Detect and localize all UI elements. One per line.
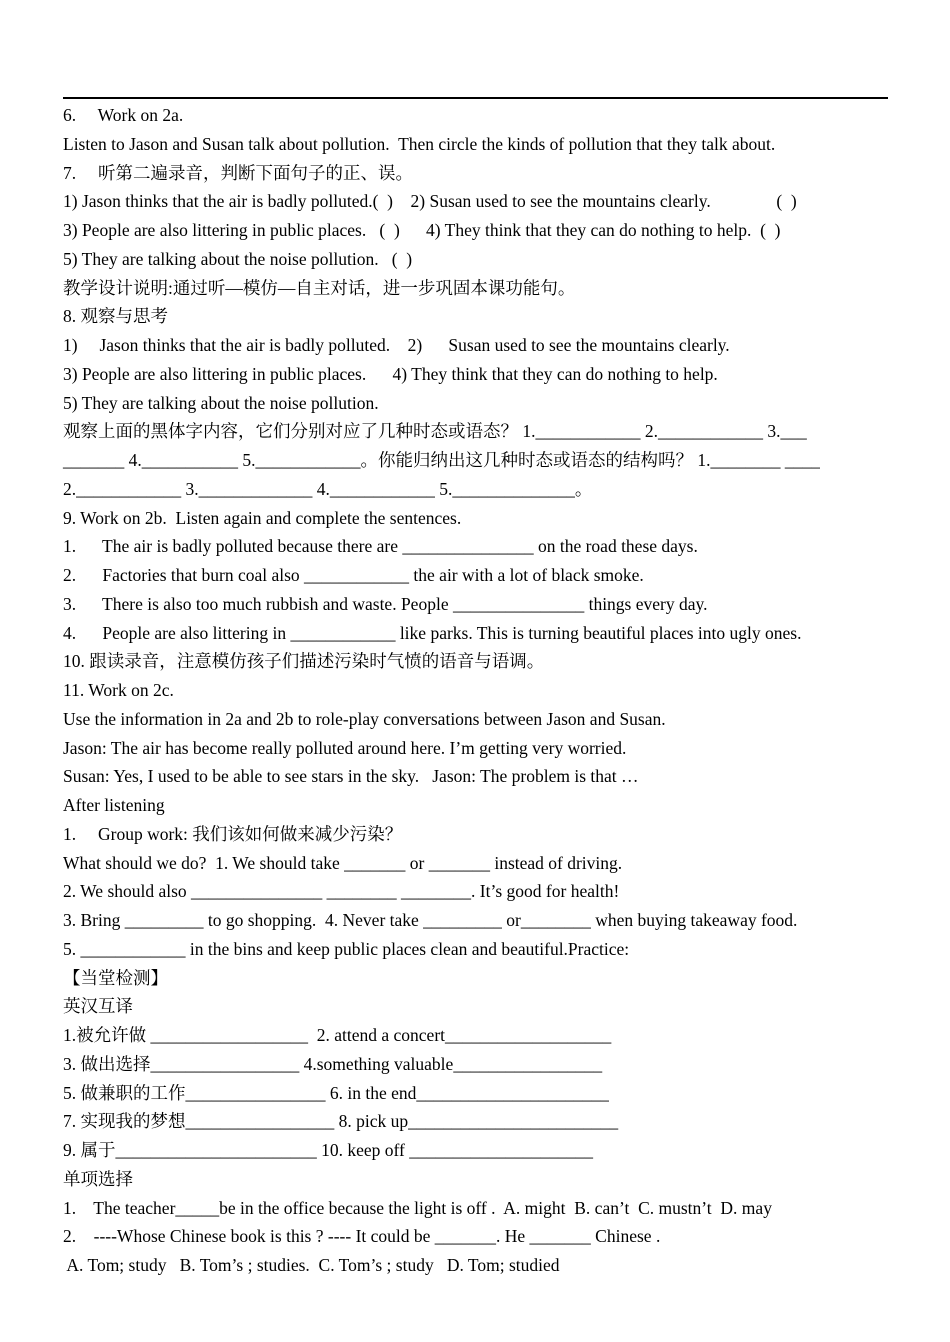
- text-line: 9. 属于_______________________ 10. keep off _____________________: [63, 1140, 593, 1160]
- text-line: 2. Factories that burn coal also ____________ the air with a lot of black smoke.: [63, 565, 644, 585]
- text-line: 教学设计说明:通过听—模仿—自主对话，进一步巩固本课功能句。: [63, 277, 576, 298]
- text-line: Listen to Jason and Susan talk about pollution. Then circle the kinds of pollution that they talk about.: [63, 133, 776, 154]
- text-line: 1. The teacher_____be in the office because the light is off . A. might B. can’t C. mustn’t D. may: [63, 1197, 772, 1218]
- text-line: 【当堂检测】: [63, 967, 168, 988]
- text-line: 英汉互译: [63, 996, 133, 1017]
- text-line: 10. 跟读录音，注意模仿孩子们描述污染时气愤的语音与语调。: [63, 651, 545, 672]
- text-line: 3. There is also too much rubbish and waste. People _______________ things every day.: [63, 593, 708, 614]
- text-line: 3. Bring _________ to go shopping. 4. Never take _________ or________ when buying takeaway food.: [63, 910, 798, 930]
- text-line: 3. 做出选择_________________ 4.something valuable_________________: [63, 1053, 603, 1074]
- text-line: 8. 观察与思考: [63, 306, 168, 327]
- text-line: 7. 实现我的梦想_________________ 8. pick up________________________: [63, 1111, 619, 1132]
- text-line: What should we do? 1. We should take _______ or _______ instead of driving.: [63, 852, 623, 873]
- text-line: _______ 4.___________ 5.____________。你能归纳出这几种时态或语态的结构吗？ 1.________ ____: [63, 450, 820, 470]
- text-line: 1) Jason thinks that the air is badly polluted.( ) 2) Susan used to see the mountains clearly. ( ): [63, 191, 797, 212]
- text-line: 7. 听第二遍录音，判断下面句子的正、误。: [63, 162, 413, 183]
- text-line: 9. Work on 2b. Listen again and complete the sentences.: [63, 507, 462, 528]
- text-line: 3) People are also littering in public places. ( ) 4) They think that they can do nothing to help. ( ): [63, 220, 781, 240]
- text-line: 5) They are talking about the noise pollution. ( ): [63, 248, 413, 269]
- text-line: 5. ____________ in the bins and keep public places clean and beautiful.Practice:: [63, 938, 630, 959]
- text-line: 4. People are also littering in ____________ like parks. This is turning beautiful places into ugly ones.: [63, 622, 802, 643]
- header-rule: [63, 97, 888, 99]
- text-line: 3) People are also littering in public places. 4) They think that they can do nothing to help.: [63, 363, 718, 384]
- text-line: 2. We should also _______________ ________ ________. It’s good for health!: [63, 881, 620, 902]
- text-line: Jason: The air has become really polluted around here. I’m getting very worried.: [63, 737, 627, 758]
- text-line: 1. The air is badly polluted because there are _______________ on the road these days.: [63, 536, 698, 557]
- text-line: 2. ----Whose Chinese book is this ? ---- It could be _______. He _______ Chinese .: [63, 1226, 661, 1247]
- text-line: 单项选择: [63, 1168, 133, 1189]
- text-line: 11. Work on 2c.: [63, 680, 174, 700]
- text-line: 2.____________ 3._____________ 4.____________ 5.______________。: [63, 478, 593, 499]
- text-line: 5. 做兼职的工作________________ 6. in the end______________________: [63, 1082, 609, 1103]
- text-line: 1) Jason thinks that the air is badly polluted. 2) Susan used to see the mountains clearly.: [63, 335, 730, 355]
- text-line: A. Tom; study B. Tom’s ; studies. C. Tom’s ; study D. Tom; studied: [63, 1255, 560, 1275]
- text-line: 1. Group work: 我们该如何做来减少污染？: [63, 823, 403, 844]
- text-line: Use the information in 2a and 2b to role-play conversations between Jason and Susan.: [63, 708, 666, 729]
- text-line: Susan: Yes, I used to be able to see stars in the sky. Jason: The problem is that …: [63, 766, 639, 787]
- text-line: 观察上面的黑体字内容，它们分别对应了几种时态或语态？ 1.____________ 2.____________ 3.___: [63, 421, 807, 442]
- text-line: 1.被允许做 __________________ 2. attend a concert___________________: [63, 1025, 612, 1045]
- text-line: 6. Work on 2a.: [63, 105, 184, 125]
- text-line: 5) They are talking about the noise pollution.: [63, 392, 379, 413]
- text-line: After listening: [63, 795, 165, 815]
